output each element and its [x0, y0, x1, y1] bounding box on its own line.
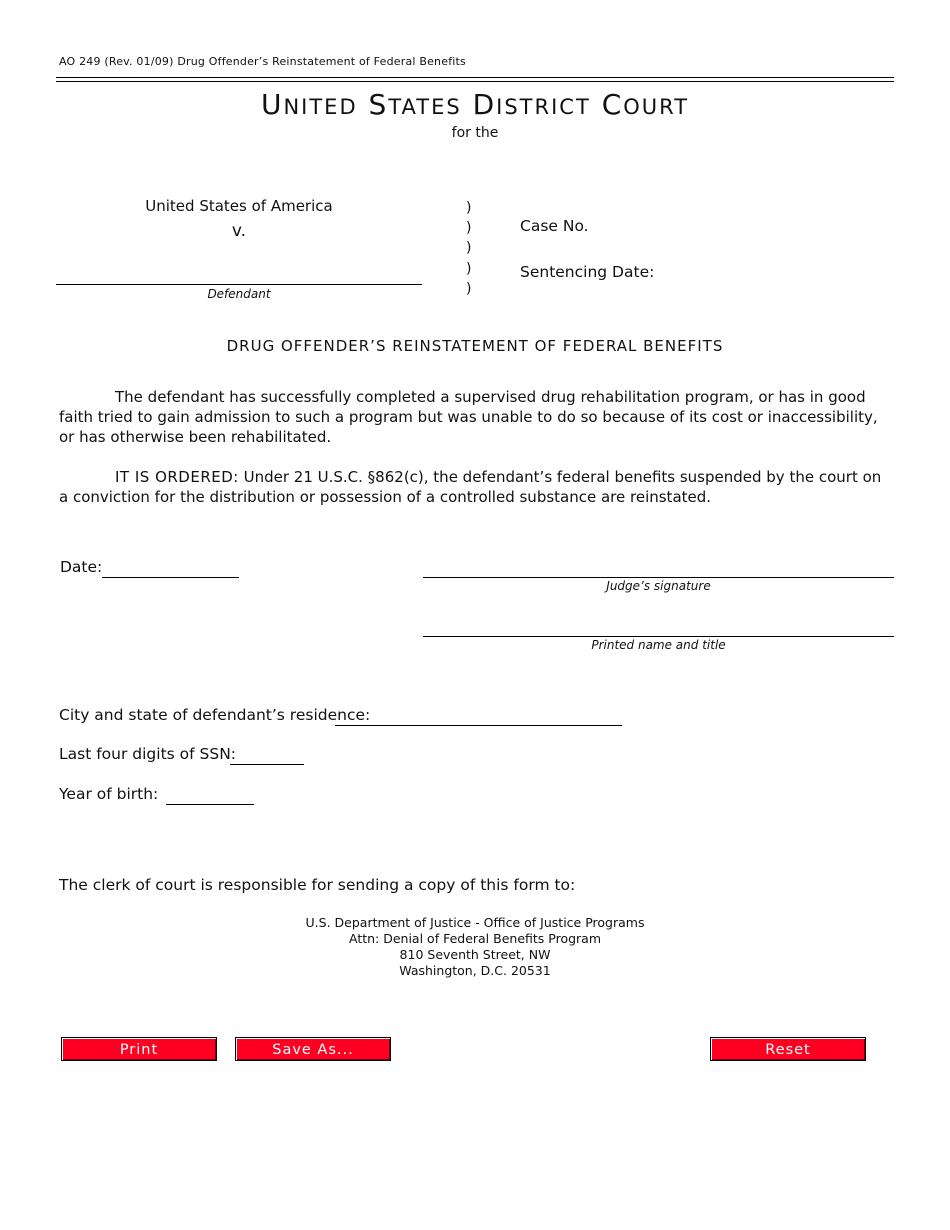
ssn-label: Last four digits of SSN:: [59, 745, 237, 763]
date-field[interactable]: [102, 577, 239, 578]
court-title: UNITED STATES DISTRICT COURT: [260, 88, 690, 121]
sentencing-date-field[interactable]: [660, 260, 890, 282]
case-no-field[interactable]: [600, 214, 890, 236]
sentencing-date-label: Sentencing Date:: [520, 263, 655, 281]
defendant-name-field[interactable]: [56, 284, 422, 285]
for-the-label: for the: [451, 125, 499, 141]
residence-label: City and state of defendant’s residence:: [59, 706, 371, 724]
printed-name-field[interactable]: [423, 636, 894, 637]
caption-paren: ): [466, 281, 472, 297]
defendant-label: Defendant: [207, 287, 271, 301]
caption-paren: ): [466, 220, 472, 236]
versus-label: v.: [231, 221, 247, 241]
birth-year-label: Year of birth:: [59, 785, 159, 803]
order-paragraph: [59, 467, 894, 507]
form-heading: DRUG OFFENDER’S REINSTATEMENT OF FEDERAL BENEFITS: [226, 337, 724, 355]
form-identifier: AO 249 (Rev. 01/09) Drug Offender’s Reinstatement of Federal Benefits: [59, 55, 466, 68]
caption-paren: ): [466, 261, 472, 277]
header-rule-top: [56, 77, 894, 78]
caption-paren: ): [466, 240, 472, 256]
plaintiff-name: United States of America: [145, 197, 333, 215]
save-as-button[interactable]: Save As...: [235, 1037, 391, 1061]
date-label: Date:: [60, 558, 103, 576]
reset-button[interactable]: Reset: [710, 1037, 866, 1061]
header-rule-bottom: [56, 81, 894, 82]
order-text: Under 21 U.S.C. §862(c), the defendant’s federal benefits suspended by the court on a conviction for the distribution or possession of a controlled substance are reinstated.: [59, 468, 882, 506]
judge-signature-label: Judge’s signature: [606, 579, 711, 593]
doj-address-line: Washington, D.C. 20531: [399, 963, 551, 978]
clerk-instruction: The clerk of court is responsible for sending a copy of this form to:: [59, 876, 576, 894]
case-no-label: Case No.: [520, 217, 589, 235]
birth-year-field[interactable]: [166, 804, 254, 805]
ordered-lead: IT IS ORDERED:: [115, 468, 239, 486]
printed-name-label: Printed name and title: [591, 638, 726, 652]
doj-address-line: U.S. Department of Justice - Office of Justice Programs: [305, 915, 645, 930]
rehabilitation-paragraph: The defendant has successfully completed a supervised drug rehabilitation program, or has in good faith tried to gain admission to such a program but was unable to do so because of its cost or inaccessibility, or has otherwise been rehabilitated.: [59, 388, 878, 446]
print-button[interactable]: Print: [61, 1037, 217, 1061]
judge-signature-field[interactable]: [423, 577, 894, 578]
residence-field[interactable]: [335, 725, 622, 726]
caption-paren: ): [466, 200, 472, 216]
doj-address-line: 810 Seventh Street, NW: [399, 947, 551, 962]
doj-address-line: Attn: Denial of Federal Benefits Program: [348, 931, 602, 946]
ssn-field[interactable]: [230, 764, 304, 765]
